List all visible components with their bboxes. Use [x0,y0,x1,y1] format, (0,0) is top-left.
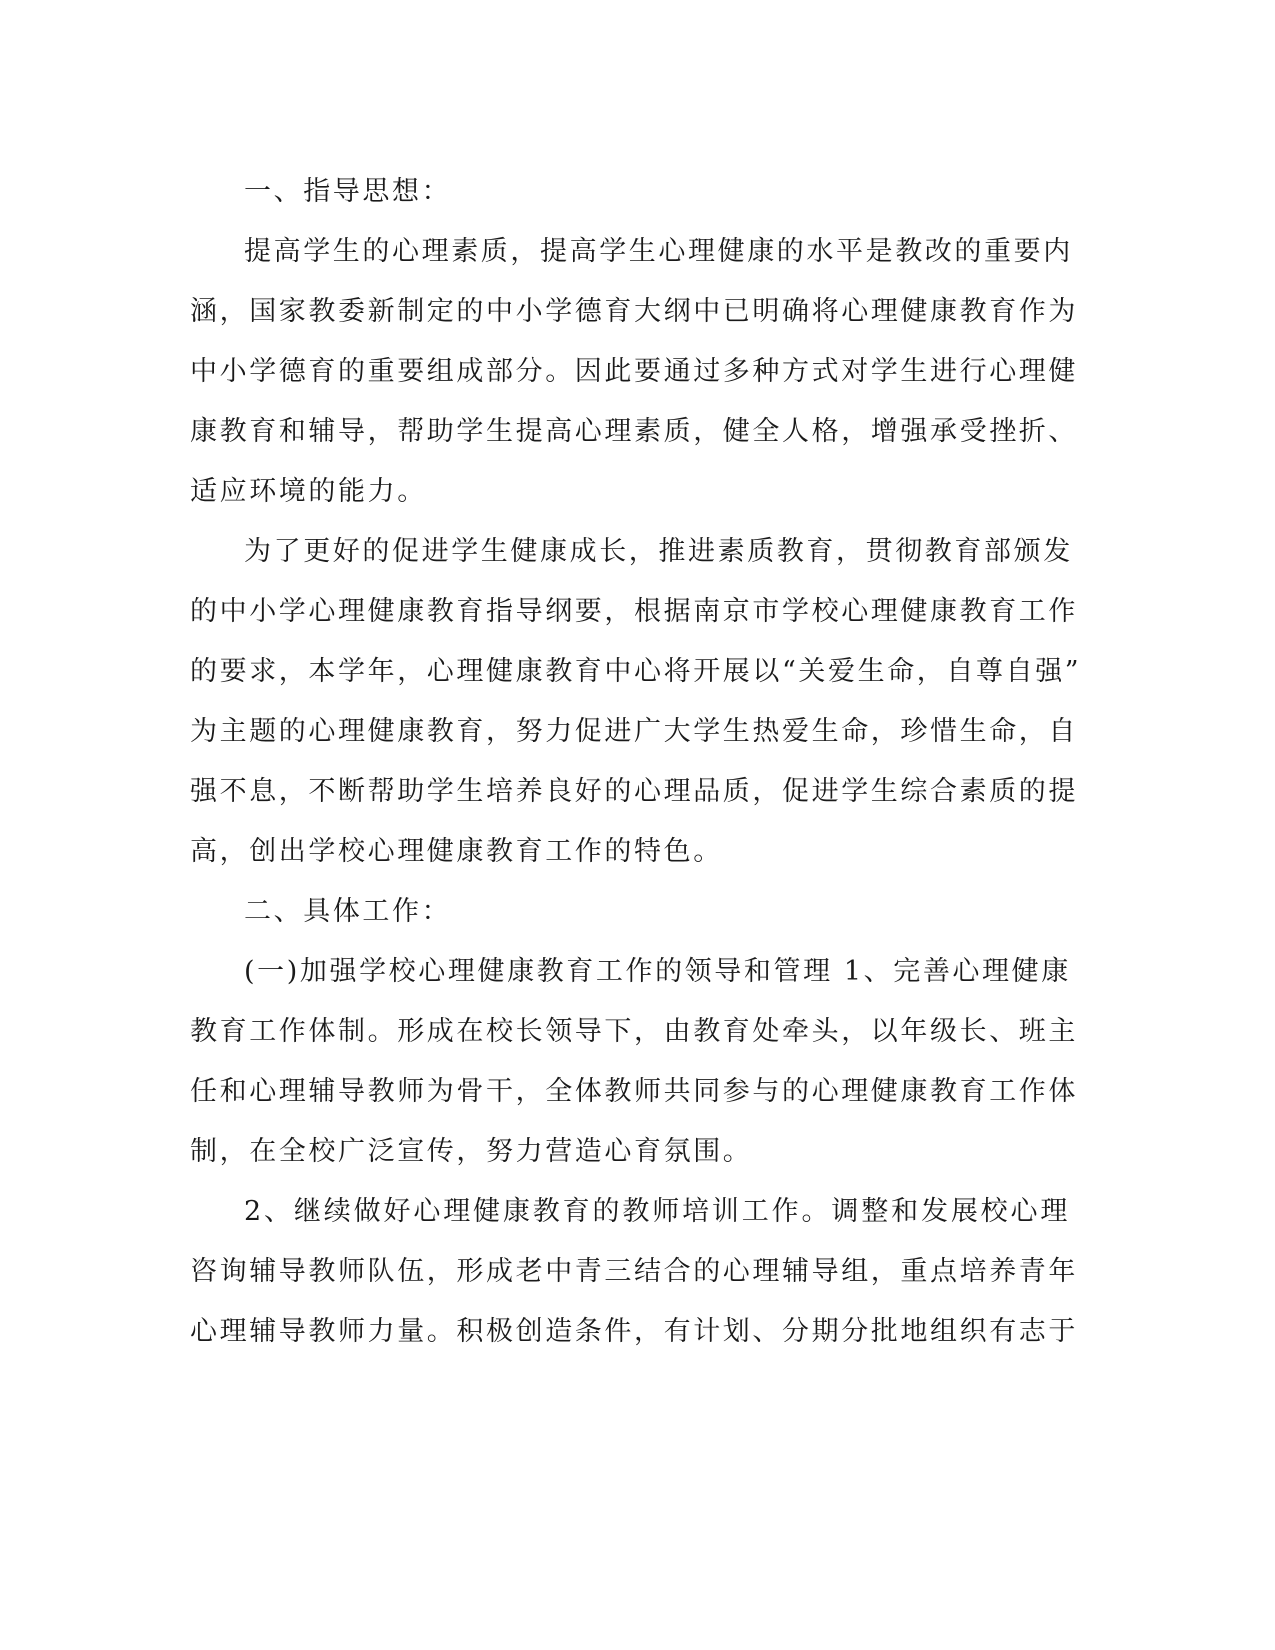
text-line: 任和心理辅导教师为骨干，全体教师共同参与的心理健康教育工作体 [190,1076,1078,1107]
text-line: 为主题的心理健康教育，努力促进广大学生热爱生命，珍惜生命，自 [190,716,1078,747]
text-line: 二、具体工作： [244,896,452,927]
text-line: 康教育和辅导，帮助学生提高心理素质，健全人格，增强承受挫折、 [190,416,1078,447]
text-line: 制，在全校广泛宣传，努力营造心育氛围。 [190,1136,753,1167]
text-line: 为了更好的促进学生健康成长，推进素质教育，贯彻教育部颁发 [244,536,1073,567]
text-line: 涵，国家教委新制定的中小学德育大纲中已明确将心理健康教育作为 [190,296,1078,327]
paragraph-healthy-growth [190,522,1082,882]
document-body [190,162,1082,1362]
text-line: 教育工作体制。形成在校长领导下，由教育处牵头，以年级长、班主 [190,1016,1078,1047]
heading-guiding-ideology [190,162,1070,222]
text-line: 咨询辅导教师队伍，形成老中青三结合的心理辅导组，重点培养青年 [190,1256,1078,1287]
text-line: 高，创出学校心理健康教育工作的特色。 [190,836,723,867]
text-line: (一)加强学校心理健康教育工作的领导和管理 1、完善心理健康 [244,956,1071,987]
text-line: 2、继续做好心理健康教育的教师培训工作。调整和发展校心理 [244,1196,1070,1227]
text-line: 的中小学心理健康教育指导纲要，根据南京市学校心理健康教育工作 [190,596,1078,627]
text-line: 的要求，本学年，心理健康教育中心将开展以“关爱生命，自尊自强” [190,656,1082,687]
text-line: 适应环境的能力。 [190,476,427,507]
text-line: 提高学生的心理素质，提高学生心理健康的水平是教改的重要内 [244,236,1073,267]
paragraph-teacher-training [190,1182,1078,1362]
text-line: 心理辅导教师力量。积极创造条件，有计划、分期分批地组织有志于 [190,1316,1078,1347]
heading-specific-work [190,882,1070,942]
text-line: 强不息，不断帮助学生培养良好的心理品质，促进学生综合素质的提 [190,776,1078,807]
text-line: 中小学德育的重要组成部分。因此要通过多种方式对学生进行心理健 [190,356,1078,387]
text-line: 一、指导思想： [244,176,452,207]
paragraph-psychological-quality [190,222,1078,522]
paragraph-leadership-management [190,942,1078,1182]
